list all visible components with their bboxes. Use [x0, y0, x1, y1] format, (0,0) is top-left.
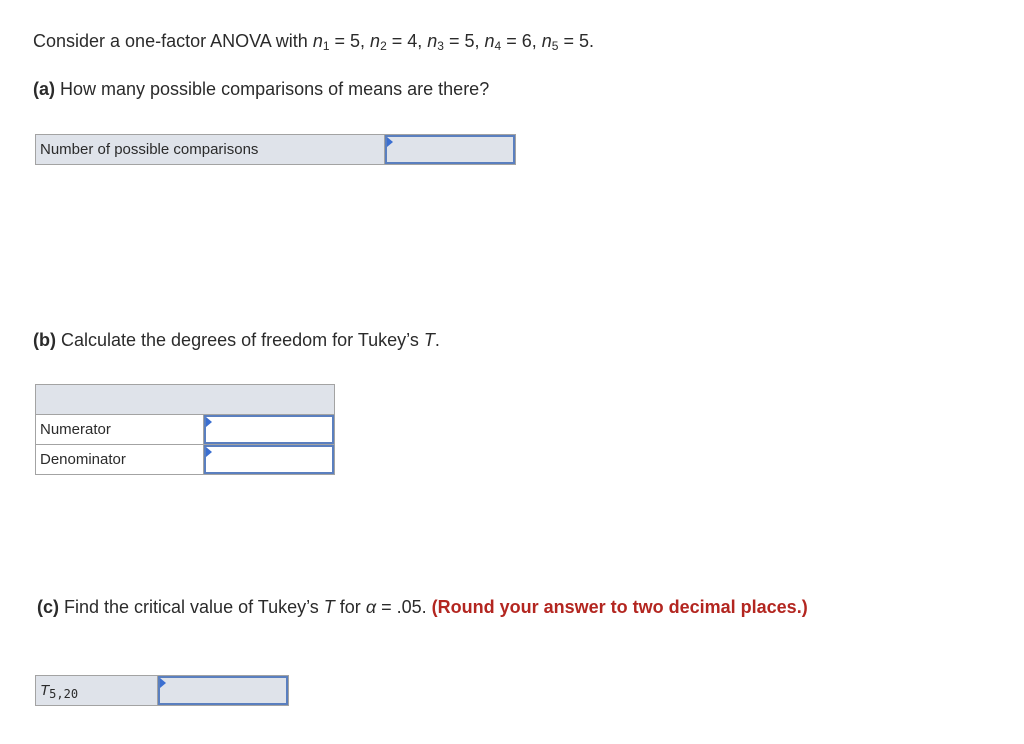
table-header	[36, 385, 335, 415]
rounding-note: (Round your answer to two decimal places.)	[431, 597, 808, 617]
var-n: n	[427, 31, 438, 51]
problem-statement	[33, 30, 594, 52]
table-row	[36, 445, 335, 475]
answer-cell	[158, 676, 289, 706]
var-n: n	[484, 31, 495, 51]
row-label: Number of possible comparisons	[36, 135, 385, 165]
answer-cell	[204, 445, 335, 475]
var-n: n	[370, 31, 381, 51]
var-n: n	[541, 31, 552, 51]
subscript: 4	[494, 39, 502, 53]
numerator-answer-input[interactable]	[204, 415, 334, 444]
intro-lead: Consider a one-factor ANOVA with	[33, 31, 313, 51]
part-c-table	[35, 675, 289, 706]
row-label	[36, 676, 158, 706]
subscript: 2	[380, 39, 387, 53]
subscript: 3	[437, 39, 444, 53]
part-b-question	[33, 329, 440, 351]
var-t: T	[423, 330, 435, 350]
table-row	[36, 676, 289, 706]
part-b-text: Calculate the degrees of freedom for Tukey’s	[55, 330, 424, 350]
alpha-value: = .05.	[376, 597, 432, 617]
part-c-text: Find the critical value of Tukey’s	[59, 597, 324, 617]
subscript: 5	[551, 39, 559, 53]
alpha-symbol: α	[365, 597, 377, 617]
answer-cell	[385, 135, 516, 165]
part-c-tag: (c)	[37, 597, 59, 617]
denominator-answer-input[interactable]	[204, 445, 334, 474]
value: = 5,	[329, 31, 371, 51]
part-a-text: How many possible comparisons of means are there?	[55, 79, 490, 99]
table-row	[36, 415, 335, 445]
part-a-table	[35, 134, 516, 165]
part-b-tag: (b)	[33, 330, 56, 350]
row-label: Denominator	[36, 445, 204, 475]
comparisons-answer-input[interactable]	[385, 135, 515, 164]
subscript: 5,20	[49, 687, 79, 701]
value: = 4,	[386, 31, 428, 51]
part-b-table	[35, 384, 335, 475]
for-text: for	[334, 597, 366, 617]
subscript: 1	[322, 39, 330, 53]
var-t: T	[323, 597, 335, 617]
value: = 5.	[558, 31, 594, 51]
row-label: Numerator	[36, 415, 204, 445]
table-header-row	[36, 385, 335, 415]
var-t: T	[40, 682, 50, 699]
part-c-question	[37, 596, 808, 618]
critical-value-answer-input[interactable]	[158, 676, 288, 705]
value: = 6,	[501, 31, 542, 51]
answer-cell	[204, 415, 335, 445]
table-row	[36, 135, 516, 165]
part-a-tag: (a)	[33, 79, 55, 99]
period: .	[434, 330, 440, 350]
part-a-question	[33, 78, 489, 100]
var-n: n	[312, 31, 323, 51]
value: = 5,	[443, 31, 485, 51]
